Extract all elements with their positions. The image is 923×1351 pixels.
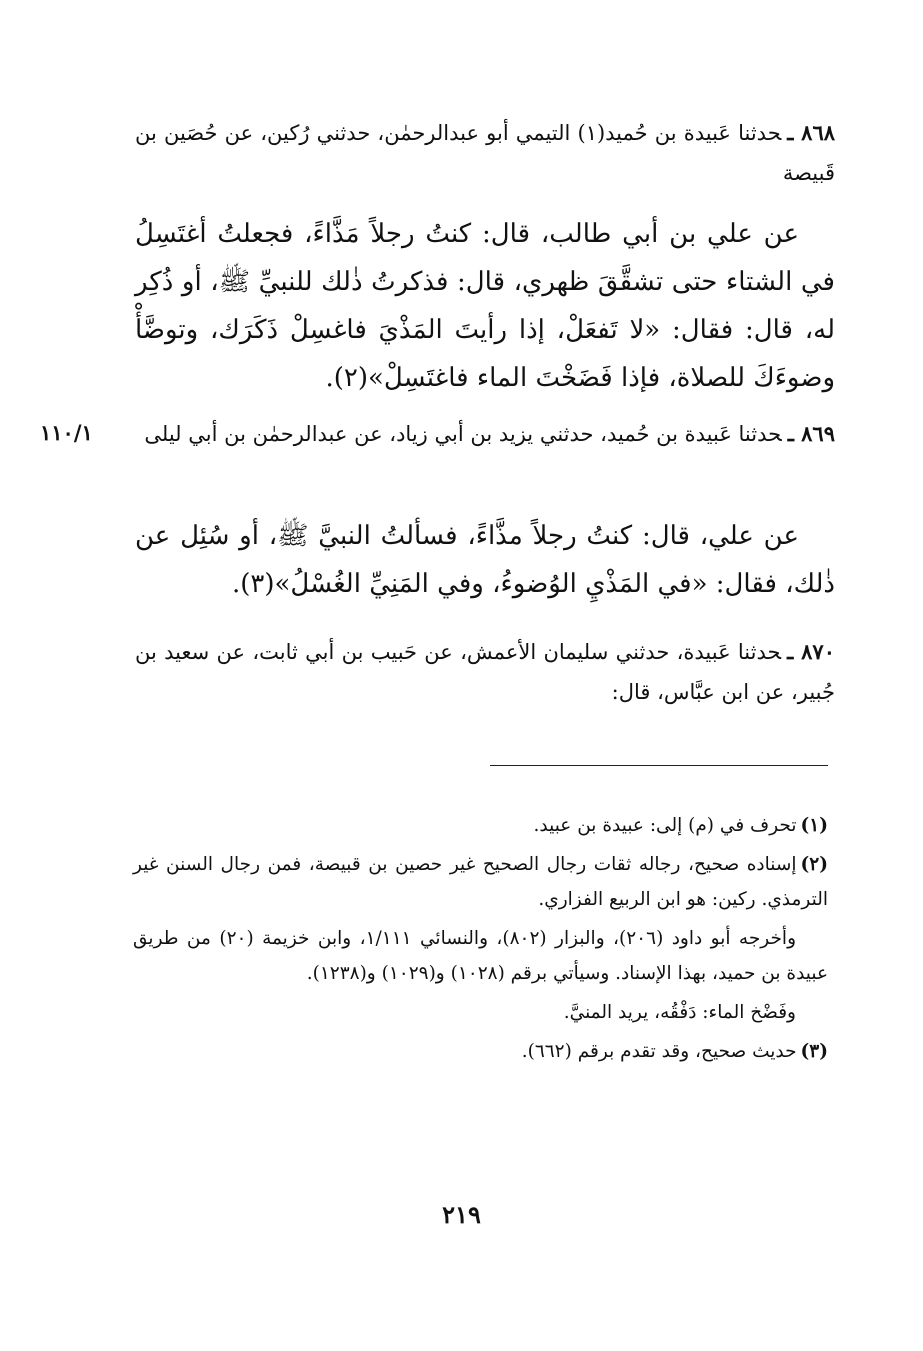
margin-volume-page-ref: ١١٠/١ — [40, 420, 93, 445]
footnote-1-text: تحرف في (م) إلى: عبيدة بن عبيد. — [533, 815, 797, 836]
footnote-2-takhrij: وأخرجه أبو داود (٢٠٦)، والبزار (٨٠٢)، والنسائي ١/١١١، وابن خزيمة (٢٠) من طريق عبيدة بن حميد، بهذا الإسناد. وسيأتي برقم (١٠٢٨) و(١٠٢٩) و(١٢٣٨). — [133, 928, 828, 984]
footnote-separator — [490, 765, 828, 766]
hadith-869-isnad-text: حدثنا عَبيدة بن حُميد، حدثني يزيد بن أبي زياد، عن عبدالرحمٰن بن أبي ليلى — [144, 422, 782, 446]
hadith-869-number: ٨٦٩ ـ — [787, 421, 835, 446]
footnote-2 — [133, 847, 828, 917]
footnotes — [133, 808, 828, 1073]
hadith-870-isnad-text: حدثنا عَبيدة، حدثني سليمان الأعمش، عن حَبيب بن أبي ثابت، عن سعيد بن جُبير، عن ابن عبَّاس، قال: — [135, 640, 835, 704]
hadith-869-isnad — [135, 414, 835, 454]
footnote-1-label: (١) — [800, 815, 828, 836]
footnote-2-gloss: وفَضْخ الماء: دَفْقُه، يريد المنيَّ. — [563, 1002, 796, 1023]
page-number: ٢١٩ — [442, 1200, 481, 1229]
footnote-1 — [133, 808, 828, 843]
hadith-868-number: ٨٦٨ ـ — [787, 120, 836, 145]
hadith-868-matn: عن علي بن أبي طالب، قال: كنتُ رجلاً مَذَّاءً، فجعلتُ أغتَسِلُ في الشتاء حتى تشقَّقَ ظهري، قال: فذكرتُ ذٰلك للنبيِّ ﷺ، أو ذُكِر له، قال: فقال: «لا تَفعَلْ، إذا رأيتَ المَذْيَ فاغسِلْ ذَكَرَك، وتوضَّأْ وضوءَكَ للصلاة، فإذا فَضَخْتَ الماء فاغتَسِلْ»(٢). — [135, 219, 835, 393]
footnote-3 — [133, 1034, 828, 1069]
footnote-2-text: إسناده صحيح، رجاله ثقات رجال الصحيح غير حصين بن قبيصة، فمن رجال السنن غير الترمذي. ركين: هو ابن الربيع الفزاري. — [133, 854, 828, 910]
hadith-870-number: ٨٧٠ ـ — [787, 639, 835, 664]
hadith-869-matn: عن علي، قال: كنتُ رجلاً مذَّاءً، فسألتُ النبيَّ ﷺ، أو سُئِل عن ذٰلك، فقال: «في المَذْيِ الوُضوءُ، وفي المَنِيِّ الغُسْلُ»(٣). — [135, 521, 835, 599]
footnote-2-label: (٢) — [800, 854, 828, 875]
hadith-868-isnad-text: حدثنا عَبيدة بن حُميد(١) التيمي أبو عبدالرحمٰن، حدثني رُكين، عن حُصَين بن قَبيصة — [135, 121, 835, 185]
footnote-3-text: حديث صحيح، وقد تقدم برقم (٦٦٢). — [521, 1041, 797, 1062]
footnote-3-label: (٣) — [800, 1041, 828, 1062]
hadith-868-isnad — [135, 113, 835, 193]
hadith-870-isnad — [135, 632, 835, 712]
